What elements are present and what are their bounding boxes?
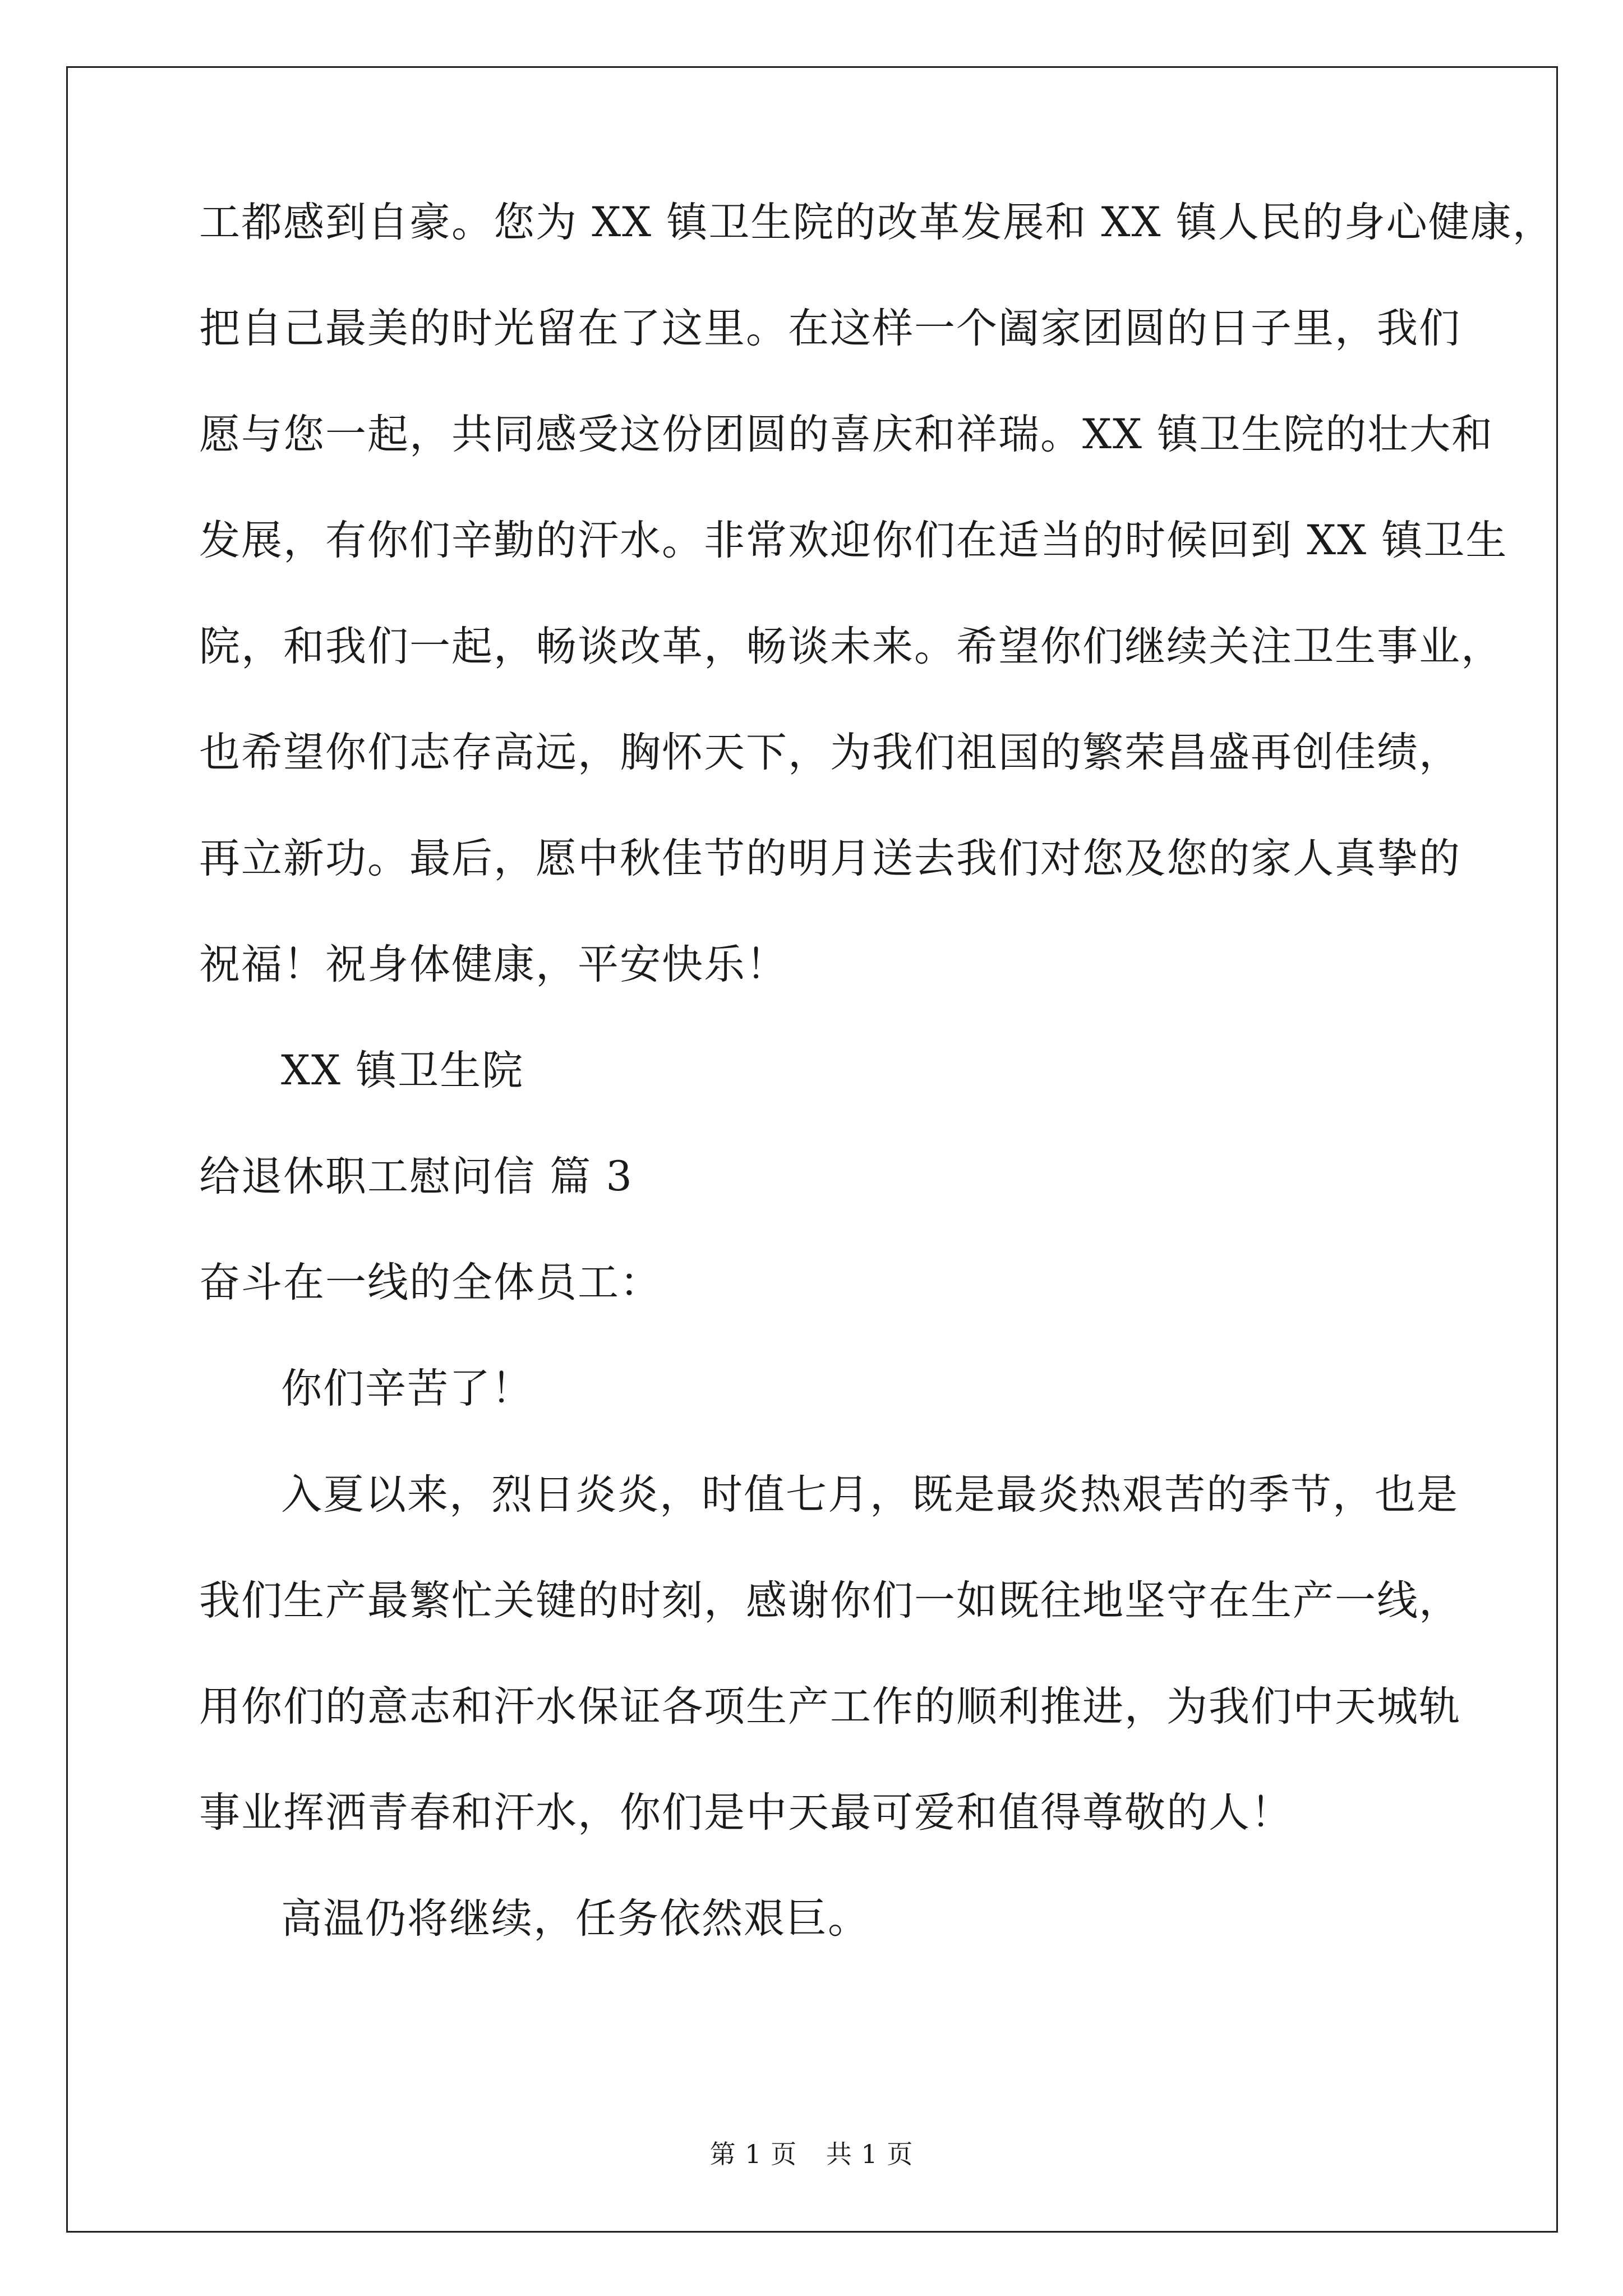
body-line: 高温仍将继续，任务依然艰巨。 xyxy=(281,1895,870,1943)
page-number: 第 1 页 xyxy=(709,2139,797,2169)
section-title: 给退休职工慰问信 篇 3 xyxy=(199,1153,633,1200)
body-line: 再立新功。最后，愿中秋佳节的明月送去我们对您及您的家人真挚的 xyxy=(199,835,1461,882)
body-line: 我们生产最繁忙关键的时刻，感谢你们一如既往地坚守在生产一线， xyxy=(199,1577,1461,1625)
body-line: 入夏以来，烈日炎炎，时值七月，既是最炎热艰苦的季节，也是 xyxy=(281,1471,1459,1519)
body-line: 发展，有你们辛勤的汗水。非常欢迎你们在适当的时候回到 XX 镇卫生 xyxy=(199,517,1508,564)
body-line: 用你们的意志和汗水保证各项生产工作的顺利推进，为我们中天城轨 xyxy=(199,1683,1461,1731)
page-total: 共 1 页 xyxy=(826,2139,914,2169)
body-line: 愿与您一起，共同感受这份团圆的喜庆和祥瑞。XX 镇卫生院的壮大和 xyxy=(199,411,1494,458)
body-line: 事业挥洒青春和汗水，你们是中天最可爱和值得尊敬的人！ xyxy=(199,1789,1293,1837)
body-line: 把自己最美的时光留在了这里。在这样一个阖家团圆的日子里，我们 xyxy=(199,305,1461,352)
body-line: 工都感到自豪。您为 XX 镇卫生院的改革发展和 XX 镇人民的身心健康， xyxy=(199,199,1555,246)
page-footer xyxy=(0,2140,1623,2168)
body-line: 祝福！祝身体健康，平安快乐！ xyxy=(199,941,788,988)
body-line: 院，和我们一起，畅谈改革，畅谈未来。希望你们继续关注卫生事业， xyxy=(199,623,1503,670)
greeting-line: 你们辛苦了！ xyxy=(281,1365,533,1412)
signature-line: XX 镇卫生院 xyxy=(281,1047,524,1094)
body-line: 也希望你们志存高远，胸怀天下，为我们祖国的繁荣昌盛再创佳绩， xyxy=(199,729,1461,776)
salutation: 奋斗在一线的全体员工： xyxy=(199,1259,662,1306)
document-body xyxy=(199,199,1555,2004)
